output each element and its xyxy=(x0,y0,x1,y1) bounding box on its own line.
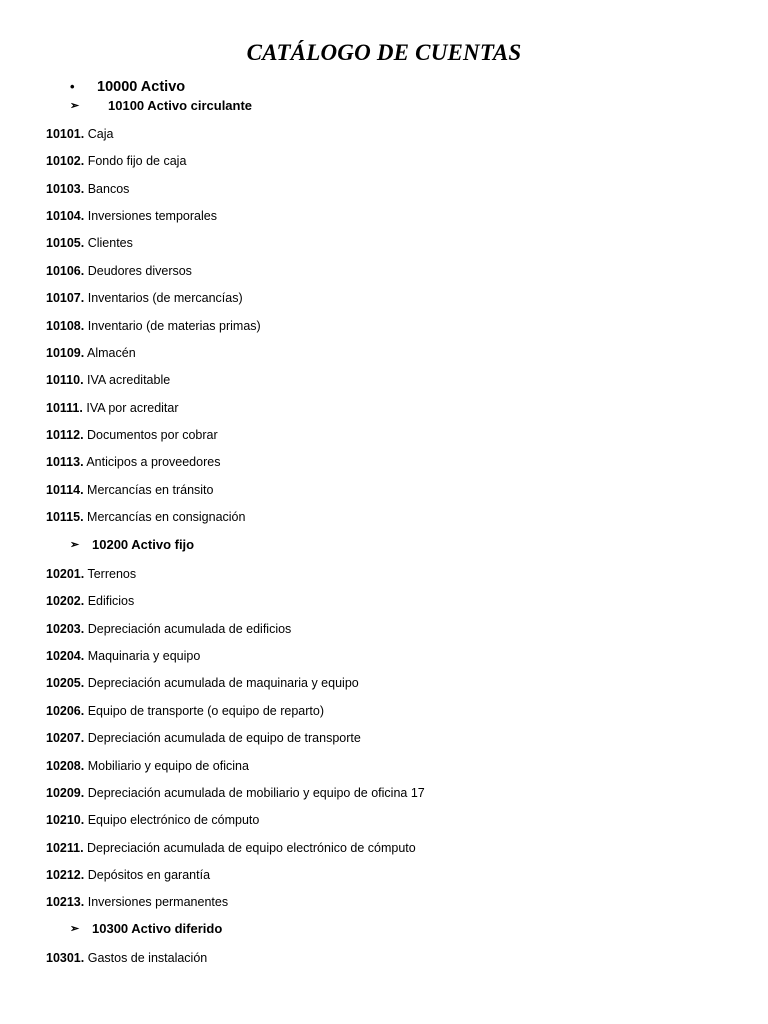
level1-heading xyxy=(70,79,185,95)
account-name: Documentos por cobrar xyxy=(87,427,218,442)
account-code: 10114. xyxy=(46,482,84,497)
account-code: 10103. xyxy=(46,181,85,196)
account-code: 10109. xyxy=(46,345,85,360)
account-code: 10301. xyxy=(46,951,85,965)
account-code: 10205. xyxy=(46,676,85,691)
account-code: 10208. xyxy=(46,758,85,773)
account-code: 10115. xyxy=(46,509,84,524)
account-entry xyxy=(46,263,192,279)
account-entry xyxy=(46,758,249,774)
arrow-bullet-icon: ➢ xyxy=(70,100,80,112)
account-entry xyxy=(46,454,220,470)
account-entry xyxy=(46,730,361,746)
account-code: 10111. xyxy=(46,400,83,415)
account-name: Inversiones permanentes xyxy=(87,895,229,910)
account-name: Depreciación acumulada de edificios xyxy=(87,621,292,636)
account-code: 10202. xyxy=(46,594,85,609)
account-entry xyxy=(46,593,134,609)
account-name: Edificios xyxy=(87,594,135,609)
account-entry xyxy=(46,675,359,691)
account-entry xyxy=(46,318,261,334)
account-code: 10101. xyxy=(46,127,85,141)
account-code: 10204. xyxy=(46,649,85,663)
account-name: Depreciación acumulada de mobiliario y equipo de oficina 17 xyxy=(87,785,425,800)
section-label: 10100 Activo circulante xyxy=(108,98,253,113)
account-code: 10112. xyxy=(46,427,84,442)
account-entry xyxy=(46,153,186,169)
account-code: 10207. xyxy=(46,731,85,746)
account-name: Depreciación acumulada de maquinaria y equipo xyxy=(87,676,359,691)
account-code: 10203. xyxy=(46,621,85,636)
account-code: 10113. xyxy=(46,455,84,470)
account-entry xyxy=(46,181,129,197)
section-heading xyxy=(70,921,222,936)
account-entry xyxy=(46,126,113,142)
account-entry xyxy=(46,400,179,416)
account-entry xyxy=(46,785,425,801)
account-code: 10213. xyxy=(46,895,85,910)
account-name: Inventario (de materias primas) xyxy=(87,318,261,333)
level1-label: 10000 Activo xyxy=(97,79,186,95)
account-name: Gastos de instalación xyxy=(87,951,208,965)
account-name: Almacén xyxy=(87,345,136,360)
account-code: 10110. xyxy=(46,373,84,388)
account-name: Depreciación acumulada de equipo de transporte xyxy=(87,731,361,746)
account-entry xyxy=(46,703,324,719)
account-entry xyxy=(46,509,245,525)
account-name: Bancos xyxy=(87,181,130,196)
account-code: 10201. xyxy=(46,567,85,581)
account-name: Inventarios (de mercancías) xyxy=(87,291,243,306)
account-name: IVA acreditable xyxy=(87,373,171,388)
account-code: 10206. xyxy=(46,703,85,718)
account-name: Deudores diversos xyxy=(87,263,192,278)
account-code: 10211. xyxy=(46,840,84,855)
account-name: Anticipos a proveedores xyxy=(86,455,221,470)
account-code: 10106. xyxy=(46,263,85,278)
account-name: Mobiliario y equipo de oficina xyxy=(87,758,249,773)
account-code: 10212. xyxy=(46,867,85,882)
account-entry xyxy=(46,290,243,306)
section-heading xyxy=(70,98,252,113)
account-name: Fondo fijo de caja xyxy=(87,154,187,169)
account-entry xyxy=(46,235,133,251)
account-entry xyxy=(46,840,416,856)
account-entry xyxy=(46,372,170,388)
account-entry xyxy=(46,345,136,361)
account-name: Mercancías en consignación xyxy=(87,509,246,524)
account-entry xyxy=(46,812,259,828)
account-entry xyxy=(46,208,217,224)
arrow-bullet-icon: ➢ xyxy=(70,539,80,551)
account-entry xyxy=(46,867,210,883)
account-name: Caja xyxy=(87,127,114,141)
account-code: 10105. xyxy=(46,236,85,251)
account-name: Terrenos xyxy=(87,567,137,581)
account-name: Clientes xyxy=(87,236,133,251)
account-code: 10108. xyxy=(46,318,85,333)
account-code: 10210. xyxy=(46,813,85,828)
account-entry xyxy=(46,621,291,637)
account-code: 10102. xyxy=(46,154,85,169)
page-title: CATÁLOGO DE CUENTAS xyxy=(246,40,522,65)
account-name: Depósitos en garantía xyxy=(87,867,211,882)
account-name: Equipo de transporte (o equipo de reparto) xyxy=(87,703,324,718)
account-entry xyxy=(46,566,136,582)
account-code: 10107. xyxy=(46,291,85,306)
account-entry xyxy=(46,482,213,498)
section-label: 10300 Activo diferido xyxy=(92,921,223,936)
account-entry xyxy=(46,648,200,664)
account-name: Depreciación acumulada de equipo electrónico de cómputo xyxy=(87,840,416,855)
account-code: 10104. xyxy=(46,209,85,224)
section-label: 10200 Activo fijo xyxy=(92,537,195,552)
arrow-bullet-icon: ➢ xyxy=(70,923,80,935)
account-name: Mercancías en tránsito xyxy=(87,482,214,497)
bullet-icon: • xyxy=(70,79,75,94)
account-entry xyxy=(46,427,218,443)
account-entry xyxy=(46,950,207,966)
account-code: 10209. xyxy=(46,785,85,800)
account-name: Maquinaria y equipo xyxy=(87,649,201,663)
account-name: IVA por acreditar xyxy=(86,400,179,415)
section-heading xyxy=(70,537,194,552)
account-name: Equipo electrónico de cómputo xyxy=(87,813,260,828)
account-entry xyxy=(46,894,228,910)
account-name: Inversiones temporales xyxy=(87,209,217,224)
